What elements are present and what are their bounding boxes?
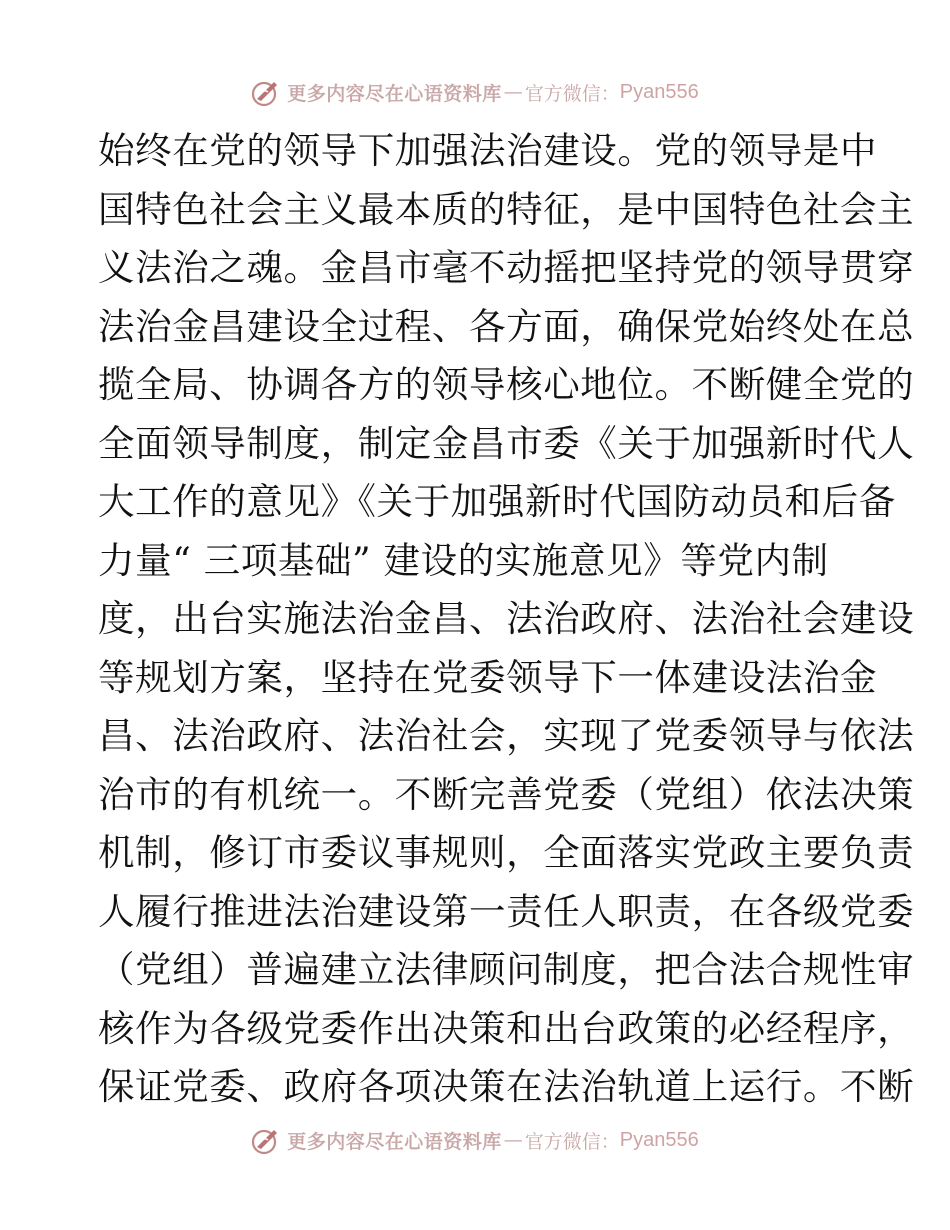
body-line: 揽全局、协调各方的领导核心地位。不断健全党的 — [98, 363, 915, 406]
body-line: （党组）普遍建立法律顾问制度，把合法合规性审 — [98, 948, 915, 991]
body-line: 法治金昌建设全过程、各方面，确保党始终处在总 — [98, 304, 915, 348]
header-separator: — — [503, 81, 523, 103]
body-line: 核作为各级党委作出决策和出台政策的必经程序， — [98, 1006, 915, 1050]
body-line: 人履行推进法治建设第一责任人职责，在各级党委 — [98, 889, 915, 933]
body-line: 大工作的意见》《关于加强新时代国防动员和后备 — [98, 480, 896, 523]
body-line: 力量“ 三项基础” 建设的实施意见》等党内制 — [98, 538, 829, 582]
body-line: 全面领导制度，制定金昌市委《关于加强新时代人 — [98, 421, 915, 465]
header-banner — [0, 72, 950, 112]
header-wechat-id: Pyan556 — [619, 80, 699, 103]
body-line: 治市的有机统一。不断完善党委（党组）依法决策 — [98, 772, 915, 816]
footer-banner — [0, 1120, 950, 1160]
body-line: 机制，修订市委议事规则，全面落实党政主要负责 — [98, 831, 915, 874]
body-line: 度，出台实施法治金昌、法治政府、法治社会建设 — [98, 597, 915, 640]
body-line: 国特色社会主义最本质的特征，是中国特色社会主 — [98, 187, 915, 231]
footer-wechat-id: Pyan556 — [619, 1128, 699, 1151]
quill-logo-icon — [251, 1125, 281, 1155]
header-brand-text: 更多内容尽在心语资料库 — [287, 82, 502, 105]
footer-separator: — — [503, 1129, 523, 1151]
document-body — [98, 122, 915, 1117]
body-line: 等规划方案，坚持在党委领导下一体建设法治金 — [98, 655, 878, 699]
quill-logo-icon — [251, 77, 281, 107]
body-line: 义法治之魂。金昌市毫不动摇把坚持党的领导贯穿 — [98, 246, 915, 289]
header-wechat-label: 官方微信： — [524, 82, 620, 105]
footer-brand-text: 更多内容尽在心语资料库 — [287, 1130, 502, 1153]
body-line: 始终在党的领导下加强法治建设。党的领导是中 — [98, 129, 878, 172]
body-line: 保证党委、政府各项决策在法治轨道上运行。不断 — [98, 1065, 915, 1108]
footer-wechat-label: 官方微信： — [524, 1130, 620, 1153]
body-line: 昌、法治政府、法治社会，实现了党委领导与依法 — [98, 714, 915, 757]
